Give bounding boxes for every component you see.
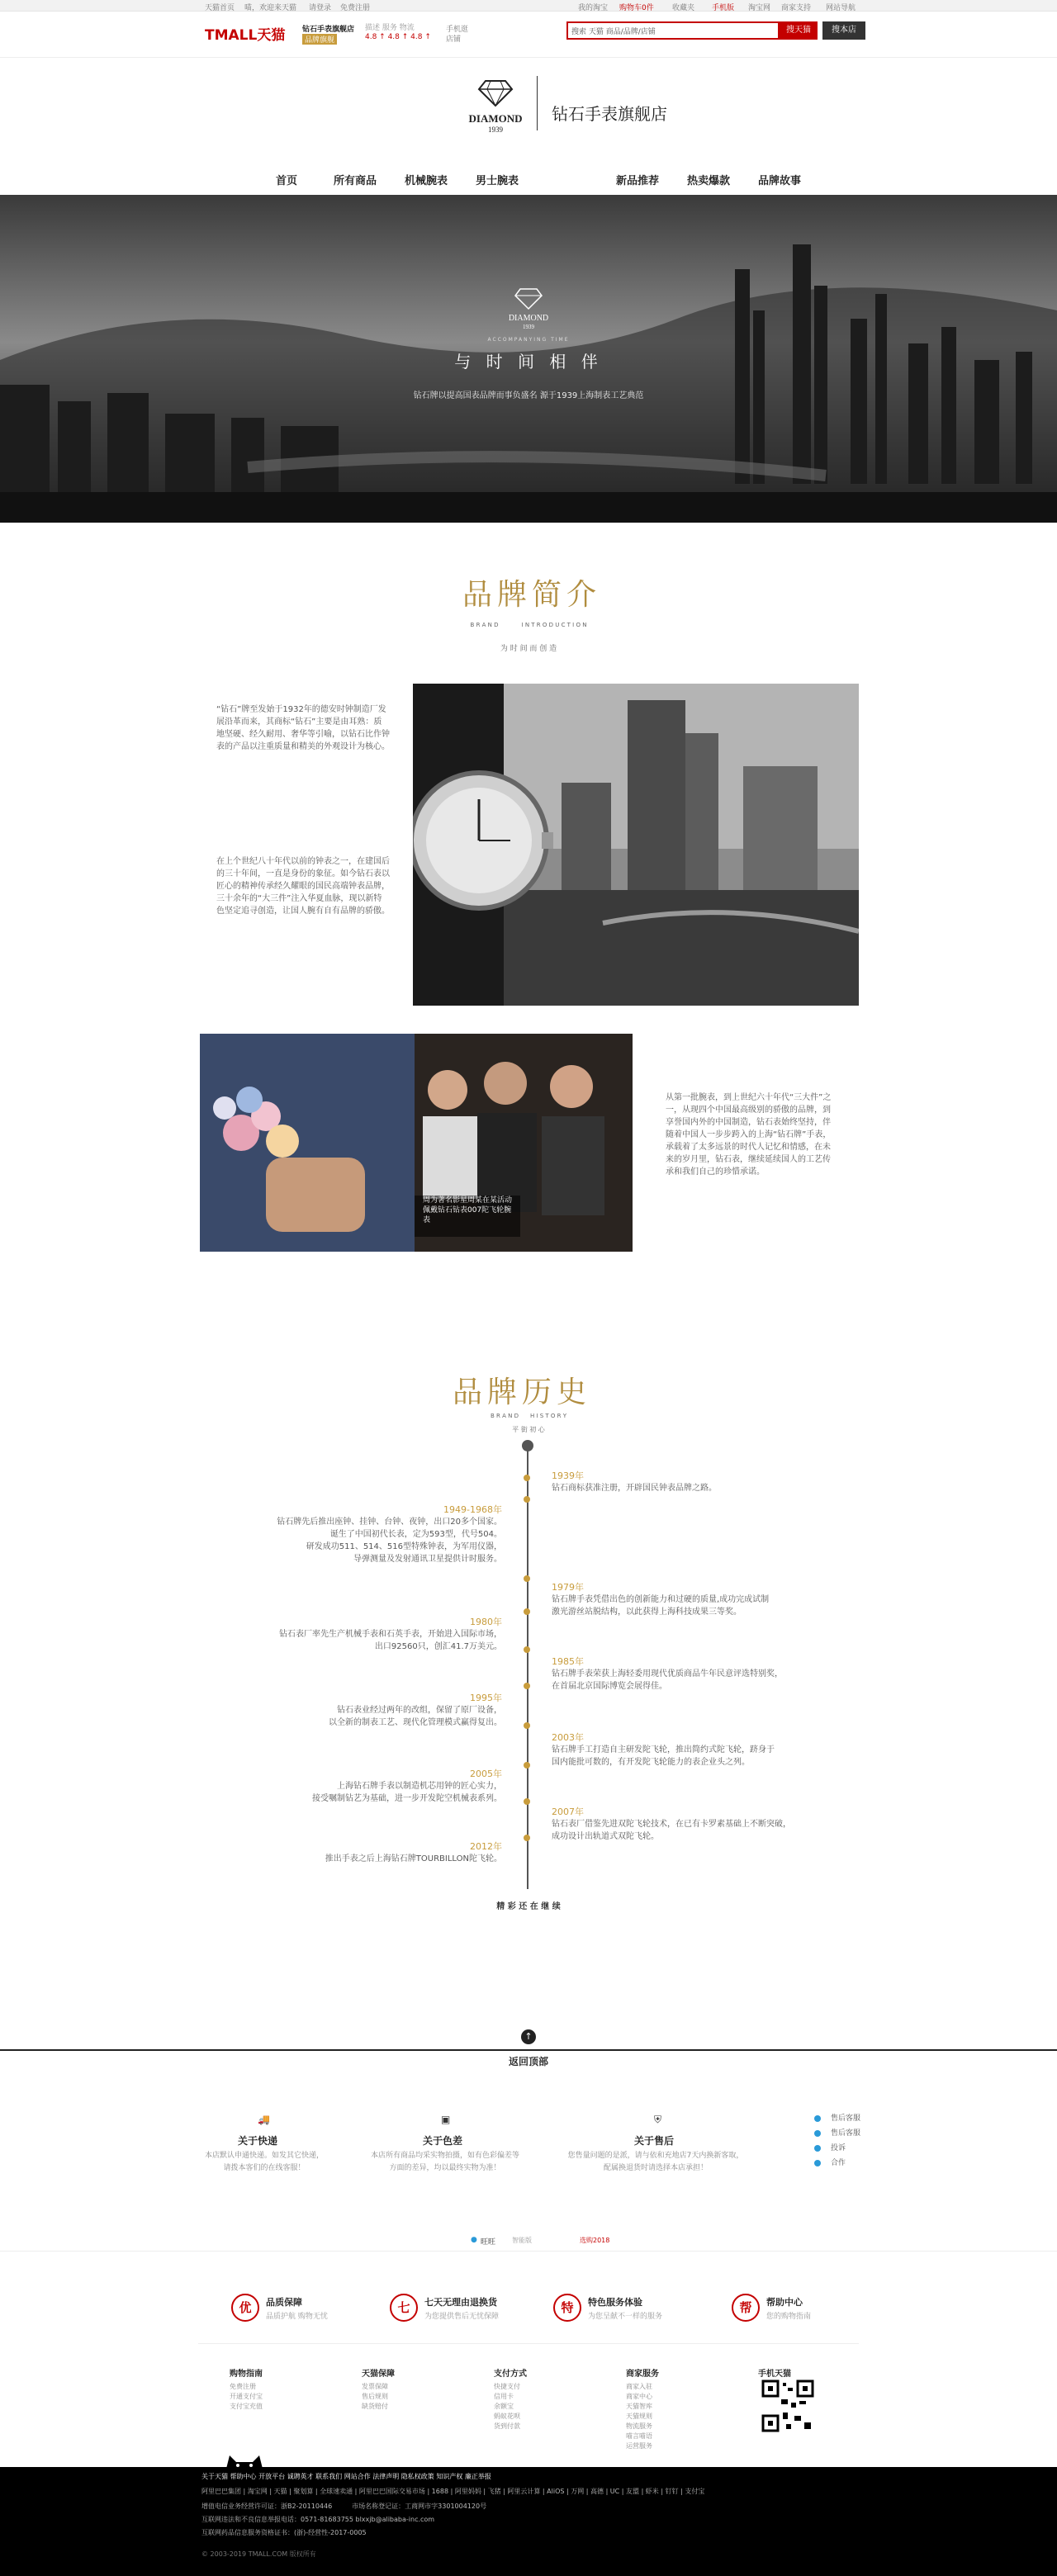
store-brand-year: 1939	[488, 125, 503, 134]
topbar-merchant[interactable]: 商家支持	[781, 4, 812, 12]
timeline-dot	[524, 1835, 530, 1841]
header-mobile-label[interactable]: 手机逛	[446, 26, 469, 34]
topbar-welcome: 喵，欢迎来天猫	[244, 4, 297, 12]
topbar-site-nav[interactable]: 网站导航	[826, 4, 856, 12]
nav-brand-story[interactable]: 品牌故事	[758, 175, 802, 187]
guarantee-help-icon: 帮	[732, 2294, 760, 2322]
history-subtitle-cn: 平 街 初 心	[512, 1426, 545, 1433]
guarantee-quality-title[interactable]: 品质保障	[266, 2297, 302, 2308]
tmall-logo[interactable]: TMALL天猫	[205, 27, 286, 44]
banner-diamond-icon	[502, 286, 555, 332]
footer-link[interactable]: 售后规则	[362, 2393, 388, 2400]
timeline-dot	[524, 1475, 530, 1481]
topbar-my-taobao[interactable]: 我的淘宝	[578, 4, 609, 12]
timeline-dot	[524, 1608, 530, 1615]
back-to-top-icon[interactable]: ↑	[521, 2029, 536, 2044]
wangwang-link[interactable]: 选购2018	[580, 2237, 610, 2244]
footer-links-group[interactable]: 阿里巴巴集团 | 淘宝网 | 天猫 | 聚划算 | 全球速卖通 | 阿里巴巴国际交易市场 | 1688 | 阿里妈妈 | 飞猪 | 阿里云计算 | AliOS | 万网 | 高德 | UC | 友盟 | 虾米 | 钉钉 | 支付宝	[201, 2488, 705, 2495]
intro-paragraph-2: 在上个世纪八十年代以前的钟表之一，在建国后的三十年间，一直是身份的象征。如今钻石表以匠心的精神传承经久耀眼的国民高端钟表品牌，三十余年的“大三件”注入华夏血脉，现以新特色坚定追寻创造，让国人腕有自有品牌的骄傲。	[216, 857, 390, 916]
timeline-dot	[524, 1683, 530, 1689]
celebrity-photo	[200, 1034, 633, 1252]
banner-desc: 钻石牌以提高国表品牌而事负盛名 源于1939上海制表工艺典范	[413, 391, 644, 400]
quick-link-4[interactable]: 合作	[831, 2159, 846, 2167]
timeline-dot	[524, 1575, 530, 1582]
topbar-taobao[interactable]: 淘宝网	[748, 4, 771, 12]
footer-link[interactable]: 信用卡	[494, 2393, 514, 2400]
nav-hot[interactable]: 热卖爆款	[687, 175, 731, 187]
history-right-2003: 2003年 钻石牌手工打造自主研发陀飞轮，推出简约式陀飞轮，跻身于 国内能批可数的，有开发陀飞轮能力的表企业头之列。	[552, 1732, 775, 1767]
history-left-1949: 1949-1968年 钻石牌先后推出座钟、挂钟、台钟、夜钟，出口20多个国家。 诞生了中国初代长表，定为593型，代号504。 研发成功511、514、516型特殊钟表，为军用仪器， 导弹测量及发射通讯卫星提供计时服务。	[277, 1504, 502, 1564]
watch-and-city-photo	[413, 684, 859, 1006]
service-text-aftersale: 您售量问题的是派，请与依和充地店7天内换新客取， 配属换退货时请选择本店承担！	[567, 2152, 744, 2172]
footer-link[interactable]: 缺货赔付	[362, 2403, 388, 2410]
nav-mechanical[interactable]: 机械腕表	[405, 175, 448, 187]
footer-drug-license: 互联网药品信息服务资格证书：(浙)-经营性-2017-0005	[201, 2529, 367, 2536]
store-header	[0, 58, 1057, 165]
timeline-dot	[524, 1722, 530, 1729]
topbar-favorites[interactable]: 收藏夹	[672, 4, 695, 12]
store-divider	[537, 76, 538, 130]
image-icon: ▣	[441, 2114, 451, 2125]
footer-link[interactable]: 支付宝充值	[230, 2403, 263, 2410]
divider	[0, 2251, 1057, 2252]
footer-link[interactable]: 货到付款	[494, 2422, 520, 2430]
footer-link[interactable]: 余额宝	[494, 2403, 514, 2410]
guarantee-quality-icon: 优	[231, 2294, 259, 2322]
header-dsr-label: 描述 服务 物流	[365, 24, 415, 32]
back-to-top-link[interactable]: 返回顶部	[508, 2056, 548, 2067]
quick-link-1[interactable]: 售后客服	[831, 2114, 861, 2123]
header-dsr-values: 4.8 ↑ 4.8 ↑ 4.8 ↑	[365, 33, 431, 41]
timeline-dot	[524, 1798, 530, 1805]
hero-banner	[0, 195, 1057, 523]
history-left-2012: 2012年 推出手表之后上海钻石牌TOURBILLON陀飞轮。	[325, 1841, 502, 1863]
footer-link[interactable]: 商家入驻	[626, 2383, 652, 2390]
intro-title: 品牌简介	[462, 578, 602, 612]
tmall-header	[0, 12, 1057, 58]
history-subtitle-en: B R A N D H I S T O R Y	[490, 1413, 567, 1419]
diamond-logo-icon	[461, 76, 530, 134]
store-brand-name: DIAMOND	[468, 112, 523, 125]
footer-col-payment: 支付方式 快捷支付 信用卡 余额宝 蚂蚁花呗 货到付款	[494, 2370, 527, 2430]
footer-report: 互联网违法和不良信息举报电话：0571-81683755 blxxjb@alibaba-inc.com	[201, 2516, 435, 2523]
nav-home[interactable]: 首页	[276, 175, 298, 187]
chat-icon	[814, 2130, 821, 2137]
footer-link[interactable]: 免费注册	[230, 2383, 256, 2390]
intro-paragraph-3: 从第一批腕表，到上世纪六十年代“三大件”之一，从现四个中国最高级别的骄傲的品牌，到享誉国内外的中国制造，钻石表始终坚持，伴随着中国人一步步跨入的上海“钻石牌”手表，承载着了太多远景的时代人记忆和情感，在未来的岁月里，钻石表，继续延续国人的工艺传承和我们自己的珍惜承诺。	[666, 1093, 832, 1177]
search-tmall-button[interactable]: 搜天猫	[780, 21, 818, 40]
footer-col-guide: 购物指南 免费注册 开通支付宝 支付宝充值	[230, 2370, 263, 2410]
wangwang-label[interactable]: 旺旺	[481, 2238, 496, 2247]
footer-link[interactable]: 蚂蚁花呗	[494, 2413, 520, 2420]
history-right-1939: 1939年 钻石商标获准注册，开辟国民钟表品牌之路。	[552, 1470, 717, 1493]
timeline-dot	[524, 1496, 530, 1503]
footer-link[interactable]: 商家中心	[626, 2393, 652, 2400]
store-title: 钻石手表旗舰店	[552, 104, 667, 124]
history-title: 品牌历史	[453, 1376, 592, 1409]
wangwang-icon: ●	[471, 2236, 477, 2244]
footer-link[interactable]: 物流服务	[626, 2422, 652, 2430]
banner-year: 1939	[523, 324, 534, 330]
service-title-aftersale: 关于售后	[634, 2135, 675, 2147]
topbar-register-link[interactable]: 免费注册	[340, 4, 371, 12]
footer-link[interactable]: 快捷支付	[494, 2383, 520, 2390]
footer-link[interactable]: 开通支付宝	[230, 2393, 263, 2400]
footer-license: 增值电信业务经营许可证：浙B2-20110446 市场名称登记证：工商网市字3301004120号	[201, 2503, 487, 2510]
nav-new[interactable]: 新品推荐	[616, 175, 660, 187]
guarantee-help-sub: 您的购物指南	[766, 2313, 812, 2321]
service-title-color: 关于色差	[423, 2135, 463, 2147]
header-mobile-label2[interactable]: 店铺	[446, 36, 462, 44]
chat-icon	[814, 2160, 821, 2166]
guarantee-help-title[interactable]: 帮助中心	[766, 2297, 803, 2308]
history-right-2007: 2007年 钻石表厂借鉴先进双陀飞轮技术，在已有卡罗素基础上不断突破， 成功设计出轨道式双陀飞轮。	[552, 1807, 791, 1841]
back-to-top-divider	[0, 2049, 1057, 2051]
shield-icon: ⛨	[654, 2114, 662, 2125]
intro-paragraph-1: “钻石”牌至发始于1932年的德安时钟制造厂发展沿革而来，其商标“钻石”主要是由耳熟：质地坚硬、经久耐用、奢华等引喻，以钻石比作钟表的产品以注重质量和精美的外观设计为核心。	[216, 705, 390, 751]
guarantee-return-sub: 为您提供售后无忧保障	[424, 2313, 500, 2321]
guarantee-special-title[interactable]: 特色服务体验	[588, 2297, 642, 2308]
timeline-dot	[524, 1646, 530, 1653]
header-store-name[interactable]: 钻石手表旗舰店	[302, 26, 355, 34]
footer-link[interactable]: 天猫规则	[626, 2413, 652, 2420]
chat-icon	[814, 2115, 821, 2122]
footer-col-mobile: 手机天猫	[758, 2370, 791, 2379]
topbar-home-link[interactable]: 天猫首页	[205, 4, 235, 12]
chat-icon	[814, 2145, 821, 2152]
header-store-badge: 品牌旗舰	[302, 34, 337, 45]
guarantee-special-icon: 特	[553, 2294, 581, 2322]
footer-copyright: © 2003-2019 TMALL.COM 版权所有	[201, 2550, 316, 2558]
footer-col-protect: 天猫保障 发票保障 售后规则 缺货赔付	[362, 2370, 395, 2410]
service-text-color: 本店所有商品均采实物拍摄，如有色彩偏差等 方面的差异，均以最终实物为准！	[370, 2152, 519, 2172]
history-right-1979: 1979年 钻石牌手表凭借出色的创新能力和过硬的质量,成功完成试制 激光游丝站脱结构，以此获得上海科技成果三等奖。	[552, 1582, 770, 1617]
guarantee-return-title[interactable]: 七天无理由退换货	[424, 2297, 497, 2308]
site-footer	[0, 2467, 1057, 2576]
guarantee-quality-sub: 品质护航 购物无忧	[266, 2313, 328, 2321]
nav-mens[interactable]: 男士腕表	[476, 175, 519, 187]
footer-link[interactable]: 天猫智库	[626, 2403, 652, 2410]
divider	[198, 2343, 859, 2344]
intro-subtitle-en: B R A N D I N T R O D U C T I O N	[470, 622, 587, 628]
timeline-dot	[524, 1762, 530, 1769]
footer-link[interactable]: 发票保障	[362, 2383, 388, 2390]
history-left-2005: 2005年 上海钻石牌手表以制造机芯用钟的匠心实力， 接受嘱制钻艺为基础，进一步开发陀空机械表系列。	[312, 1769, 502, 1803]
history-end-text: 精 彩 还 在 继 续	[496, 1902, 561, 1911]
footer-col-merchant: 商家服务 商家入驻 商家中心 天猫智库 天猫规则 物流服务 喵言喵语 运营服务	[626, 2370, 659, 2450]
history-left-1980: 1980年 钻石表厂率先生产机械手表和石英手表，开始进入国际市场， 出口92560只，创汇41.7万美元。	[279, 1617, 502, 1651]
guarantee-special-sub: 为您呈献不一样的服务	[588, 2313, 663, 2321]
footer-link[interactable]: 喵言喵语	[626, 2432, 652, 2440]
topbar-login-link[interactable]: 请登录	[309, 4, 332, 12]
search-input[interactable]: 搜索 天猫 商品/品牌/店铺	[566, 21, 780, 40]
topbar-mobile[interactable]: 手机版	[712, 4, 735, 12]
topbar-cart[interactable]: 购物车0件	[619, 4, 654, 12]
celebrity-photo-caption: 周为著名影星周某在某活动佩戴钻石钻表007陀飞轮腕表	[423, 1196, 513, 1224]
history-right-1985: 1985年 钻石牌手表荣获上海轻委用现代优质商品牛年民意评选特别奖， 在首届北京国际博览会展得佳。	[552, 1656, 783, 1691]
footer-link[interactable]: 运营服务	[626, 2442, 652, 2450]
banner-brand: DIAMOND	[508, 314, 549, 323]
qr-code-icon[interactable]	[761, 2379, 814, 2432]
footer-links-main[interactable]: 关于天猫 帮助中心 开放平台 诚聘英才 联系我们 网站合作 法律声明 隐私权政策 知识产权 廉正举报	[201, 2473, 491, 2480]
intro-subtitle-cn: 为 时 间 而 创 造	[500, 645, 557, 653]
quick-link-3[interactable]: 投诉	[831, 2144, 846, 2152]
history-left-1995: 1995年 钻石表业经过两年的改组，保留了原厂设备， 以全新的制表工艺、现代化管理模式赢得复出。	[329, 1693, 502, 1727]
banner-subtitle-en: ACCOMPANYING TIME	[487, 337, 570, 343]
service-title-delivery: 关于快递	[238, 2135, 278, 2147]
quick-link-2[interactable]: 售后客服	[831, 2129, 861, 2138]
truck-icon: 🚚	[258, 2114, 270, 2125]
site-topbar	[0, 0, 1057, 12]
service-text-delivery: 本店默认申通快递。如发其它快递， 请拨本客们的在线客服！	[204, 2152, 324, 2172]
timeline-start-dot	[522, 1440, 533, 1451]
wangwang-sub: 智能版	[512, 2237, 532, 2244]
search-store-button[interactable]: 搜本店	[822, 21, 865, 40]
timeline-line	[527, 1445, 528, 1889]
guarantee-return-icon: 七	[390, 2294, 418, 2322]
nav-all-products[interactable]: 所有商品	[334, 175, 377, 187]
banner-title: 与 时 间 相 伴	[454, 352, 603, 372]
